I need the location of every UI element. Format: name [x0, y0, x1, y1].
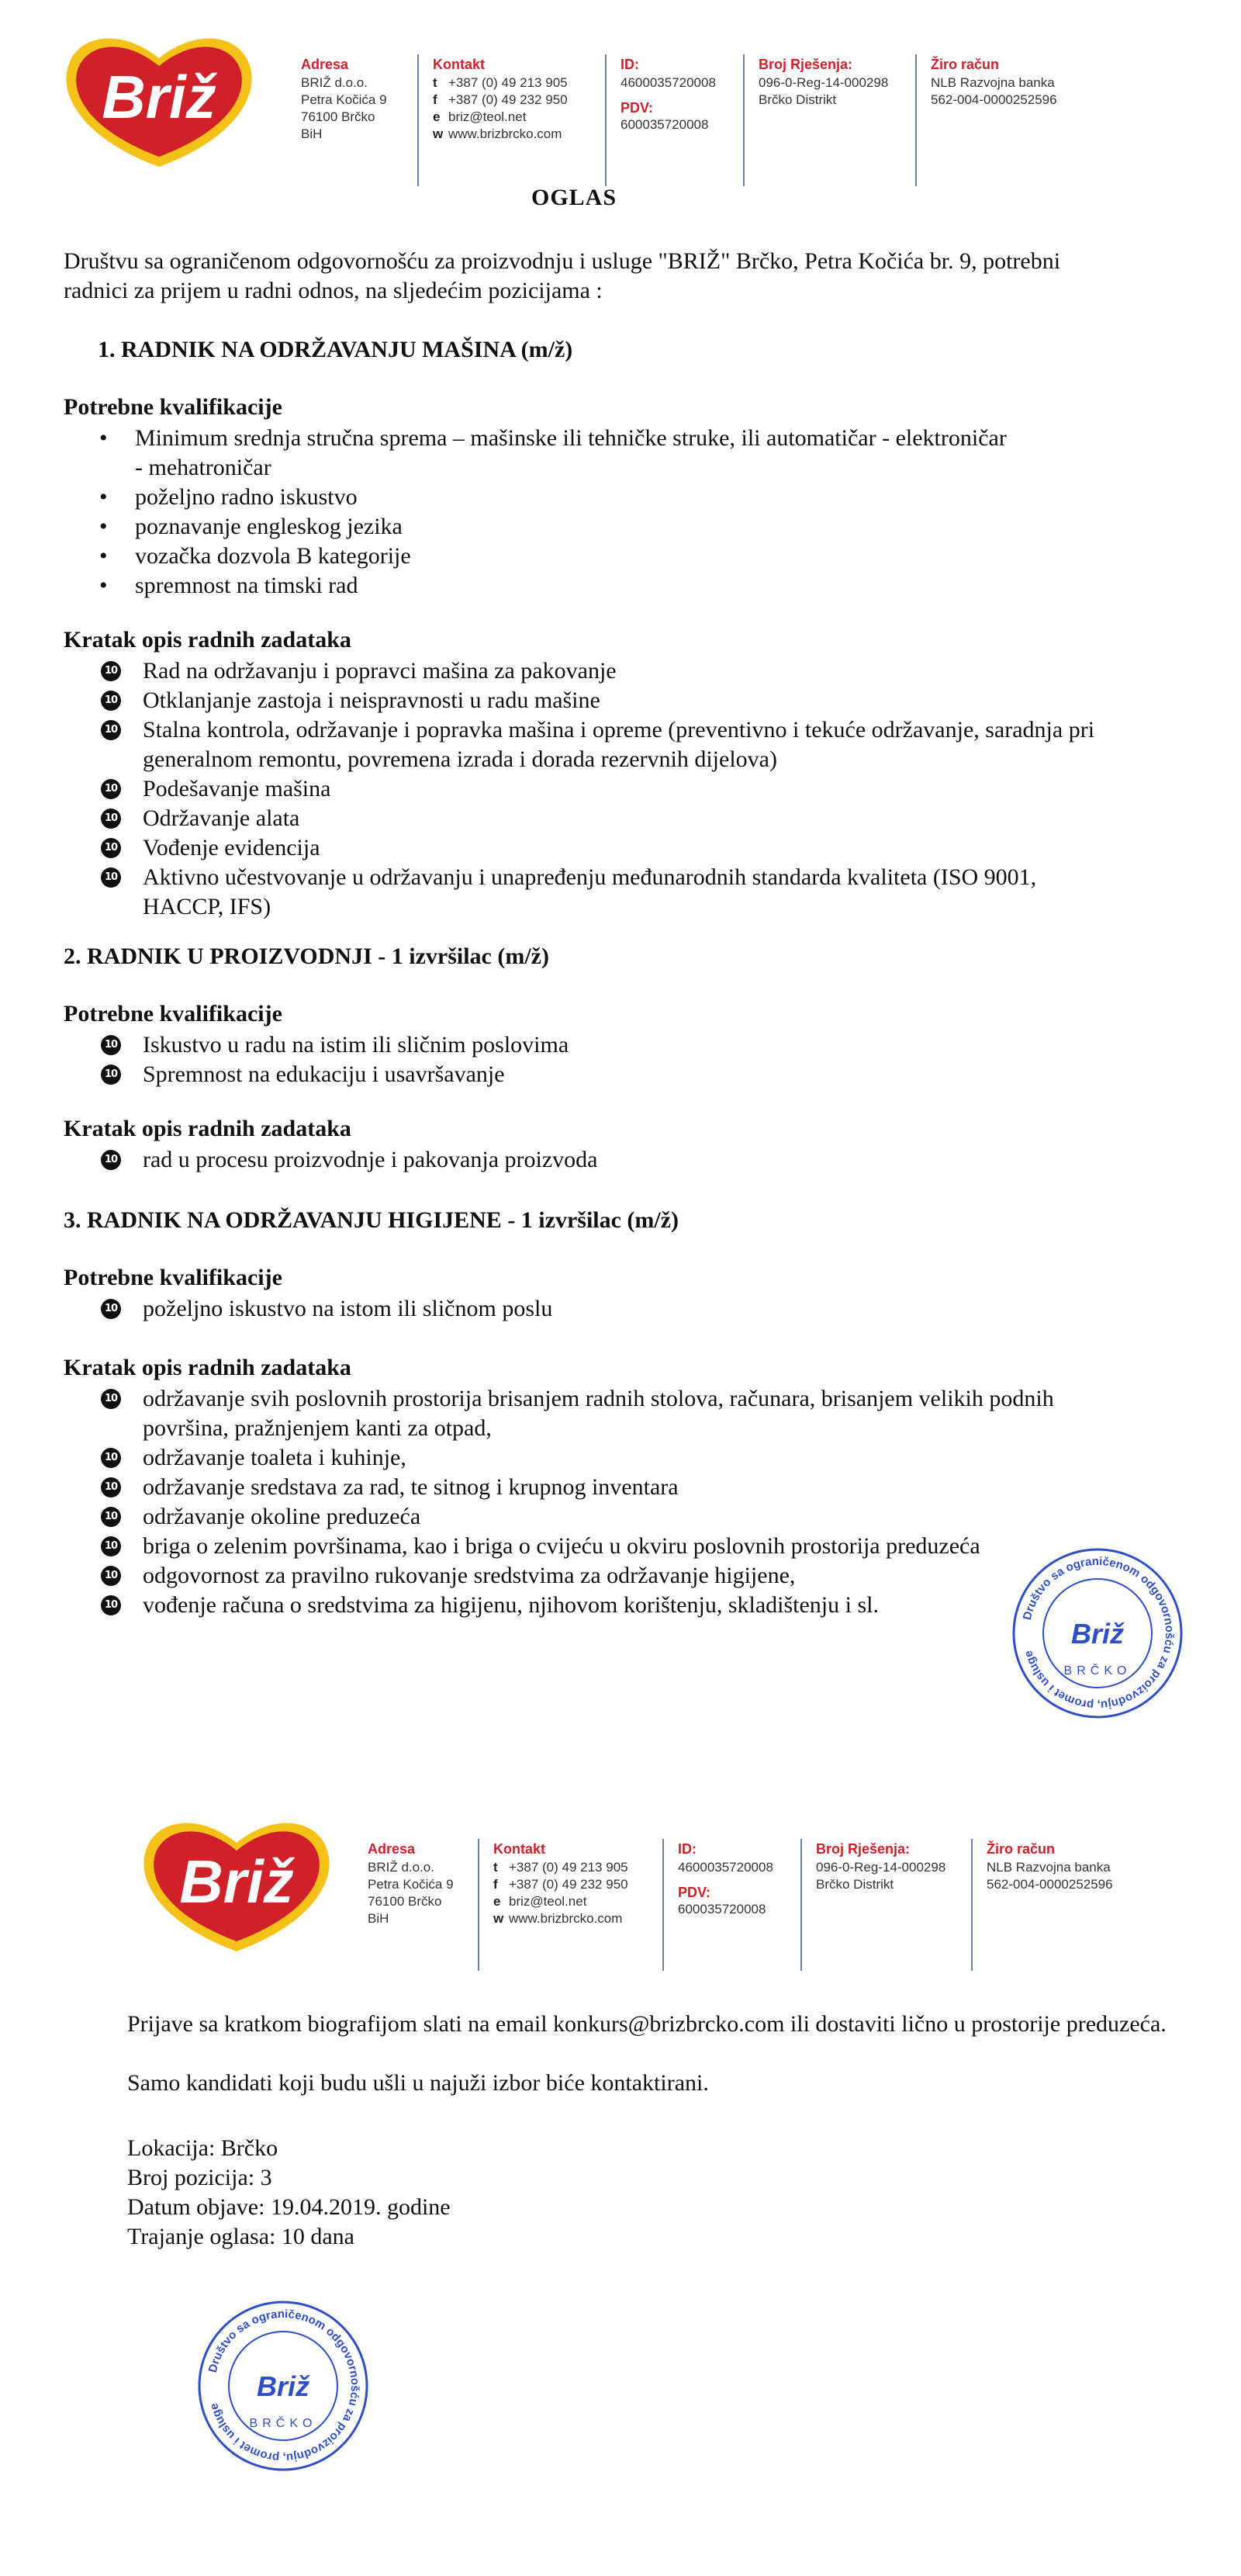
detail-location: Lokacija: Brčko [127, 2135, 278, 2161]
list-item: 10 održavanje svih poslovnih prostorija brisanjem radnih stolova, računara, brisanjem velikih podnih površina, pražnjenjem kanti za otpad, [93, 1384, 1125, 1443]
section-3-qual-heading: Potrebne kvalifikacije [64, 1265, 282, 1290]
separator [478, 1839, 479, 1971]
list-item: • Minimum srednja stručna sprema – mašinske ili tehničke struke, ili automatičar - elektroničar - mehatroničar [85, 424, 1016, 483]
page-title: OGLAS [531, 185, 617, 210]
list-item: 10 održavanje okoline preduzeća [93, 1502, 1125, 1532]
stamp-bottom-text: BRČKO [1063, 1664, 1132, 1678]
bullet-mark-icon: 10 [101, 1065, 121, 1085]
details-list [127, 2134, 1167, 2252]
logo-text: Briž [179, 1847, 294, 1916]
bullet-mark-icon: 10 [101, 661, 121, 681]
list-item: 10 Rad na održavanju i popravci mašina za pakovanje [93, 656, 1101, 686]
address-block: Adresa BRIŽ d.o.o. Petra Kočića 9 76100 Brčko BiH [368, 1841, 454, 1926]
stamp-center-text: Briž [256, 2370, 310, 2402]
detail-duration: Trajanje oglasa: 10 dana [127, 2224, 354, 2249]
letterhead [132, 1808, 1218, 1986]
letterhead [54, 23, 1202, 202]
separator [417, 54, 419, 186]
section-3-qualifications [93, 1294, 1101, 1324]
list-item: 10 Iskustvo u radu na istim ili sličnim poslovima [93, 1030, 1101, 1060]
list-item: 10 rad u procesu proizvodnje i pakovanja proizvoda [93, 1145, 1101, 1175]
separator [800, 1839, 802, 1971]
list-item: • poželjno radno iskustvo [85, 483, 1016, 512]
bullet-mark-icon: 10 [101, 1595, 121, 1615]
list-item: 10 vođenje računa o sredstvima za higijenu, njihovom korištenju, skladištenju i sl. [93, 1591, 1125, 1620]
id-block: ID: 4600035720008 PDV: 600035720008 [678, 1841, 773, 1916]
section-1-qualifications [85, 424, 1016, 601]
bullet-mark-icon: 10 [101, 779, 121, 799]
list-item: 10 Stalna kontrola, održavanje i popravka mašina i opreme (preventivno i tekuće održavanje, saradnja pri generalnom remontu, povremena izrada i dorada rezervnih dijelova) [93, 715, 1101, 774]
rjesenje-block: Broj Rješenja: 096-0-Reg-14-000298 Brčko Distrikt [816, 1841, 946, 1892]
separator [662, 1839, 664, 1971]
stamp-ring-text: Društvo sa ograničenom odgovornošću za proizvodnju, promet i usluge [206, 2307, 362, 2465]
section-2-tasks [93, 1145, 1101, 1175]
detail-positions: Broj pozicija: 3 [127, 2165, 272, 2190]
detail-published: Datum objave: 19.04.2019. godine [127, 2194, 451, 2220]
bullet-mark-icon: 10 [101, 1448, 121, 1468]
list-item: 10 Spremnost na edukaciju i usavršavanje [93, 1060, 1101, 1089]
bullet-mark-icon: 10 [101, 1566, 121, 1586]
ziro-block: Žiro račun NLB Razvojna banka 562-004-0000252596 [987, 1841, 1113, 1892]
ziro-block: Žiro račun NLB Razvojna banka 562-004-0000252596 [931, 57, 1057, 107]
separator [743, 54, 745, 186]
list-item: • vozačka dozvola B kategorije [85, 542, 1016, 571]
list-item: • spremnost na timski rad [85, 571, 1016, 601]
list-item: 10 briga o zelenim površinama, kao i briga o cvijeću u okviru poslovnih prostorija preduzeća [93, 1532, 1125, 1561]
rjesenje-block: Broj Rješenja: 096-0-Reg-14-000298 Brčko Distrikt [759, 57, 889, 107]
bullet-mark-icon: 10 [101, 1507, 121, 1527]
bullet-mark-icon: 10 [101, 691, 121, 711]
bullet-mark-icon: 10 [101, 720, 121, 740]
section-2-heading: 2. RADNIK U PROIZVODNJI - 1 izvršilac (m/ž) [64, 943, 549, 969]
section-2-qual-heading: Potrebne kvalifikacije [64, 1001, 282, 1027]
list-item: 10 Otklanjanje zastoja i neispravnosti u radu mašine [93, 686, 1101, 715]
intro-paragraph: Društvu sa ograničenom odgovornošću za proizvodnju i usluge "BRIŽ" Brčko, Petra Kočića br. 9, potrebni radnici za prijem u radni odnos, na sljedećim pozicijama : [64, 248, 1061, 303]
separator [915, 54, 917, 186]
bullet-mark-icon: 10 [101, 1536, 121, 1556]
list-item: 10 Održavanje alata [93, 804, 1101, 833]
contact-block: Kontakt t +387 (0) 49 213 905 f +387 (0) 49 232 950 e briz@teol.net w www.brizbrcko.com [493, 1841, 628, 1926]
bullet-mark-icon: 10 [101, 808, 121, 829]
bullet-mark-icon: 10 [101, 867, 121, 888]
section-1-heading: 1. RADNIK NA ODRŽAVANJU MAŠINA (m/ž) [98, 337, 573, 362]
section-2-qualifications [93, 1030, 1101, 1089]
section-1-tasks-heading: Kratak opis radnih zadataka [64, 627, 351, 653]
section-3-heading: 3. RADNIK NA ODRŽAVANJU HIGIJENE - 1 izvršilac (m/ž) [64, 1207, 679, 1233]
list-item: 10 Aktivno učestvovanje u održavanju i unapređenju međunarodnih standarda kvaliteta (ISO 9001, HACCP, IFS) [93, 863, 1101, 922]
briz-logo [132, 1808, 341, 1955]
list-item: 10 odgovornost za pravilno rukovanje sredstvima za održavanje higijene, [93, 1561, 1125, 1591]
list-item: 10 održavanje sredstava za rad, te sitnog i krupnog inventara [93, 1473, 1125, 1502]
bullet-mark-icon: 10 [101, 1150, 121, 1170]
bullet-mark-icon: 10 [101, 1477, 121, 1497]
bullet-mark-icon: 10 [101, 1035, 121, 1055]
briz-logo [54, 23, 264, 171]
section-1-qual-heading: Potrebne kvalifikacije [64, 394, 282, 420]
separator [605, 54, 607, 186]
apply-paragraph: Prijave sa kratkom biografijom slati na email konkurs@brizbrcko.com ili dostaviti lično u prostorije preduzeća. [127, 2011, 1167, 2037]
bullet-mark-icon: 10 [101, 1299, 121, 1319]
list-item: • poznavanje engleskog jezika [85, 512, 1016, 542]
bullet-mark-icon: 10 [101, 1389, 121, 1409]
stamp-ring-text: Društvo sa ograničenom odgovornošću za proizvodnju, promet i usluge [1020, 1554, 1177, 1712]
address-block: Adresa BRIŽ d.o.o. Petra Kočića 9 76100 Brčko BiH [301, 57, 387, 141]
logo-text: Briž [102, 63, 216, 131]
contact-block: Kontakt t +387 (0) 49 213 905 f +387 (0) 49 232 950 e briz@teol.net w www.brizbrcko.com [433, 57, 568, 141]
company-stamp [194, 2297, 372, 2475]
section-3-tasks-heading: Kratak opis radnih zadataka [64, 1355, 351, 1380]
company-stamp [1008, 1544, 1187, 1723]
page-2 [0, 1785, 1241, 2576]
stamp-bottom-text: BRČKO [249, 2417, 317, 2430]
section-1-tasks [93, 656, 1101, 922]
list-item: 10 održavanje toaleta i kuhinje, [93, 1443, 1125, 1473]
list-item: 10 Podešavanje mašina [93, 774, 1101, 804]
section-2-tasks-heading: Kratak opis radnih zadataka [64, 1116, 351, 1141]
list-item: 10 poželjno iskustvo na istom ili sličnom poslu [93, 1294, 1101, 1324]
section-3-tasks [93, 1384, 1125, 1620]
bullet-mark-icon: 10 [101, 838, 121, 858]
list-item: 10 Vođenje evidencija [93, 833, 1101, 863]
stamp-center-text: Briž [1070, 1618, 1125, 1650]
separator [971, 1839, 973, 1971]
contact-note: Samo kandidati koji budu ušli u najuži izbor biće kontaktirani. [127, 2070, 709, 2096]
id-block: ID: 4600035720008 PDV: 600035720008 [620, 57, 716, 132]
